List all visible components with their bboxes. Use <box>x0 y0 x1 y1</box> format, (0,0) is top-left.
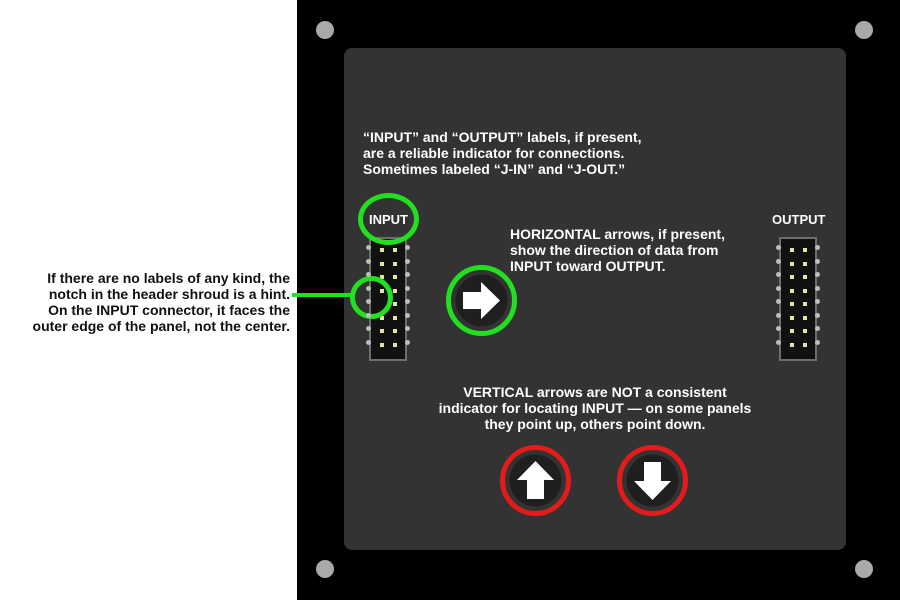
side-pin <box>405 272 410 277</box>
side-pin <box>776 272 781 277</box>
labels-note-line: “INPUT” and “OUTPUT” labels, if present, <box>363 129 642 145</box>
side-pin <box>366 340 371 345</box>
header-pin <box>803 248 807 252</box>
header-pin <box>393 289 397 293</box>
header-pin <box>393 329 397 333</box>
side-pin <box>776 313 781 318</box>
vertical-note-line: they point up, others point down. <box>484 416 706 432</box>
labels-note <box>363 129 641 177</box>
header-pin <box>790 262 794 266</box>
side-pin <box>366 272 371 277</box>
header-pin <box>790 302 794 306</box>
up-arrow-icon <box>509 454 562 507</box>
header-pin <box>393 275 397 279</box>
side-pin <box>405 286 410 291</box>
mounting-hole <box>855 560 873 578</box>
side-pin <box>815 313 820 318</box>
header-pin <box>790 248 794 252</box>
notch-hint-line: outer edge of the panel, not the center. <box>32 318 290 334</box>
vertical-note-line: indicator for locating INPUT — on some panels <box>438 400 752 416</box>
input-label-highlight <box>358 193 419 245</box>
input-label: INPUT <box>369 212 408 227</box>
notch-hint-line: notch in the header shroud is a hint. <box>48 286 290 302</box>
header-pin <box>393 302 397 306</box>
header-pin <box>380 248 384 252</box>
header-pin <box>380 329 384 333</box>
header-pin <box>803 275 807 279</box>
side-pin <box>405 340 410 345</box>
vertical-arrows-note <box>425 384 765 432</box>
output-label: OUTPUT <box>772 212 826 227</box>
side-pin <box>366 326 371 331</box>
header-pin <box>790 289 794 293</box>
horizontal-note-line: show the direction of data from <box>510 242 719 258</box>
panel-surface <box>344 48 846 550</box>
header-pin <box>393 262 397 266</box>
right-arrow-icon <box>455 274 508 327</box>
output-connector <box>779 237 817 361</box>
side-pin <box>815 326 820 331</box>
down-arrow-icon <box>626 454 679 507</box>
header-pin <box>380 262 384 266</box>
mounting-hole <box>855 21 873 39</box>
side-pin <box>815 340 820 345</box>
header-pin <box>790 329 794 333</box>
side-pin <box>776 299 781 304</box>
side-pin <box>815 259 820 264</box>
side-pin <box>776 340 781 345</box>
side-pin <box>405 299 410 304</box>
side-pin <box>776 259 781 264</box>
side-pin <box>815 272 820 277</box>
side-pin <box>815 245 820 250</box>
side-pin <box>776 245 781 250</box>
side-pin <box>776 286 781 291</box>
header-pin <box>803 343 807 347</box>
side-pin <box>366 245 371 250</box>
side-pin <box>815 286 820 291</box>
side-pin <box>405 313 410 318</box>
side-pin <box>776 326 781 331</box>
notch-hint-line: On the INPUT connector, it faces the <box>48 302 290 318</box>
horizontal-note-line: INPUT toward OUTPUT. <box>510 258 666 274</box>
side-pin <box>405 326 410 331</box>
side-pin <box>405 259 410 264</box>
mounting-hole <box>316 21 334 39</box>
header-pin <box>380 343 384 347</box>
notch-leader-line <box>292 293 352 297</box>
horizontal-note-line: HORIZONTAL arrows, if present, <box>510 226 725 242</box>
notch-highlight <box>350 276 393 319</box>
header-pin <box>803 289 807 293</box>
header-pin <box>803 329 807 333</box>
header-pin <box>790 343 794 347</box>
vertical-note-line: VERTICAL arrows are NOT a consistent <box>463 384 727 400</box>
notch-hint-annotation <box>0 270 290 334</box>
side-pin <box>405 245 410 250</box>
header-pin <box>790 275 794 279</box>
header-pin <box>790 316 794 320</box>
horizontal-arrows-note <box>510 226 725 274</box>
side-pin <box>366 299 371 304</box>
header-pin <box>393 316 397 320</box>
labels-note-line: Sometimes labeled “J-IN” and “J-OUT.” <box>363 161 626 177</box>
side-pin <box>366 313 371 318</box>
mounting-hole <box>316 560 334 578</box>
labels-note-line: are a reliable indicator for connections. <box>363 145 625 161</box>
notch-hint-line: If there are no labels of any kind, the <box>47 270 290 286</box>
header-pin <box>393 343 397 347</box>
header-pin <box>803 316 807 320</box>
header-pin <box>803 262 807 266</box>
header-pin <box>393 248 397 252</box>
side-pin <box>366 259 371 264</box>
side-pin <box>366 286 371 291</box>
side-pin <box>815 299 820 304</box>
header-pin <box>803 302 807 306</box>
